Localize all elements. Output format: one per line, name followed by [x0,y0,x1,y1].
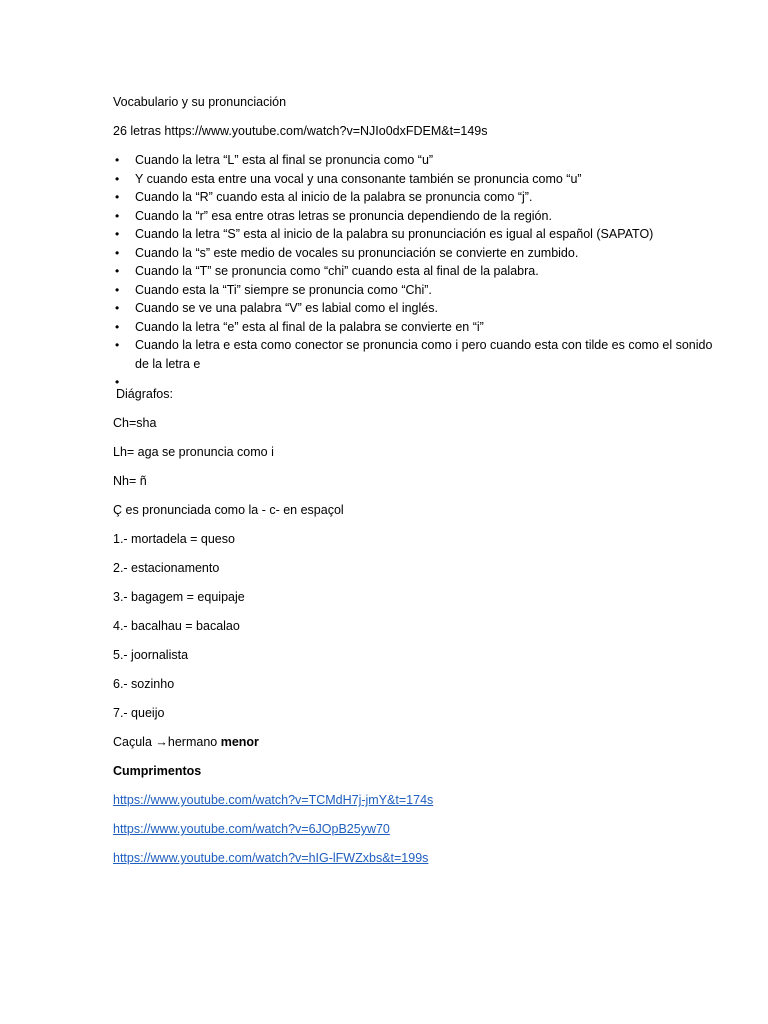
bullet-icon: • [115,190,120,204]
cacula-line: Caçula →hermano menor [113,735,259,749]
cumprimentos-heading: Cumprimentos [113,764,202,778]
list-item: • Cuando la letra “L” esta al final se pronuncia como “u” [113,151,713,170]
list-item: • Y cuando esta entre una vocal y una consonante también se pronuncia como “u” [113,170,713,189]
digraph-c-cedilla: Ç es pronunciada como la - c- en espaçol [113,503,344,517]
youtube-link[interactable]: https://www.youtube.com/watch?v=hIG-lFWZxbs&t=199s [113,851,429,865]
list-item: • Cuando la “r” esa entre otras letras se pronuncia dependiendo de la región. [113,207,713,226]
bullet-icon: • [115,319,120,334]
vocab-item: 3.- bagagem = equipaje [113,590,245,604]
document-title: Vocabulario y su pronunciación [113,95,287,109]
bullet-icon: • [115,301,120,315]
document-page [113,93,713,878]
bullet-icon: • [115,282,120,297]
bullet-icon: • [115,153,120,167]
vocab-item: 6.- sozinho [113,677,175,691]
digraph-ch: Ch=sha [113,416,157,430]
bullet-icon: • [115,171,120,186]
vocab-item: 1.- mortadela = queso [113,532,235,546]
bullet-icon: • [115,208,120,223]
vocab-item: 2.- estacionamento [113,561,220,575]
pronunciation-bullet-list [113,151,713,389]
bullet-icon: • [115,264,120,278]
list-item: • Cuando la letra “e” esta al final de la palabra se convierte en “i” [113,318,713,337]
list-item: • Cuando la letra “S” esta al inicio de la palabra su pronunciación es igual al español (SAPATO) [113,225,713,244]
list-item: • Cuando se ve una palabra “V” es labial como el inglés. [113,299,713,318]
bullet-icon: • [115,338,120,352]
digraphs-heading: Diágrafos: [116,387,173,401]
list-item: • Cuando esta la “Ti” siempre se pronuncia como “Chi”. [113,281,713,300]
digraph-nh: Nh= ñ [113,474,147,488]
vocab-item: 7.- queijo [113,706,165,720]
bullet-icon: • [115,375,120,389]
bullet-icon: • [115,245,120,260]
list-item: • Cuando la “s” este medio de vocales su pronunciación se convierte en zumbido. [113,244,713,263]
list-item: • Cuando la “T” se pronuncia como “chi” cuando esta al final de la palabra. [113,262,713,281]
vocab-item: 5.- joornalista [113,648,189,662]
youtube-link[interactable]: https://www.youtube.com/watch?v=TCMdH7j-jmY&t=174s [113,793,434,807]
youtube-link[interactable]: https://www.youtube.com/watch?v=6JOpB25yw70 [113,822,390,836]
digraph-lh: Lh= aga se pronuncia como i [113,445,274,459]
vocab-item: 4.- bacalhau = bacalao [113,619,240,633]
letters-line: 26 letras https://www.youtube.com/watch?v=NJIo0dxFDEM&t=149s [113,124,488,138]
list-item: • Cuando la letra e esta como conector se pronuncia como i pero cuando esta con tilde es como el sonido de la letra e [115,338,713,371]
bullet-icon: • [115,227,120,241]
list-item: • Cuando la “R” cuando esta al inicio de la palabra se pronuncia como “j”. [113,188,713,207]
